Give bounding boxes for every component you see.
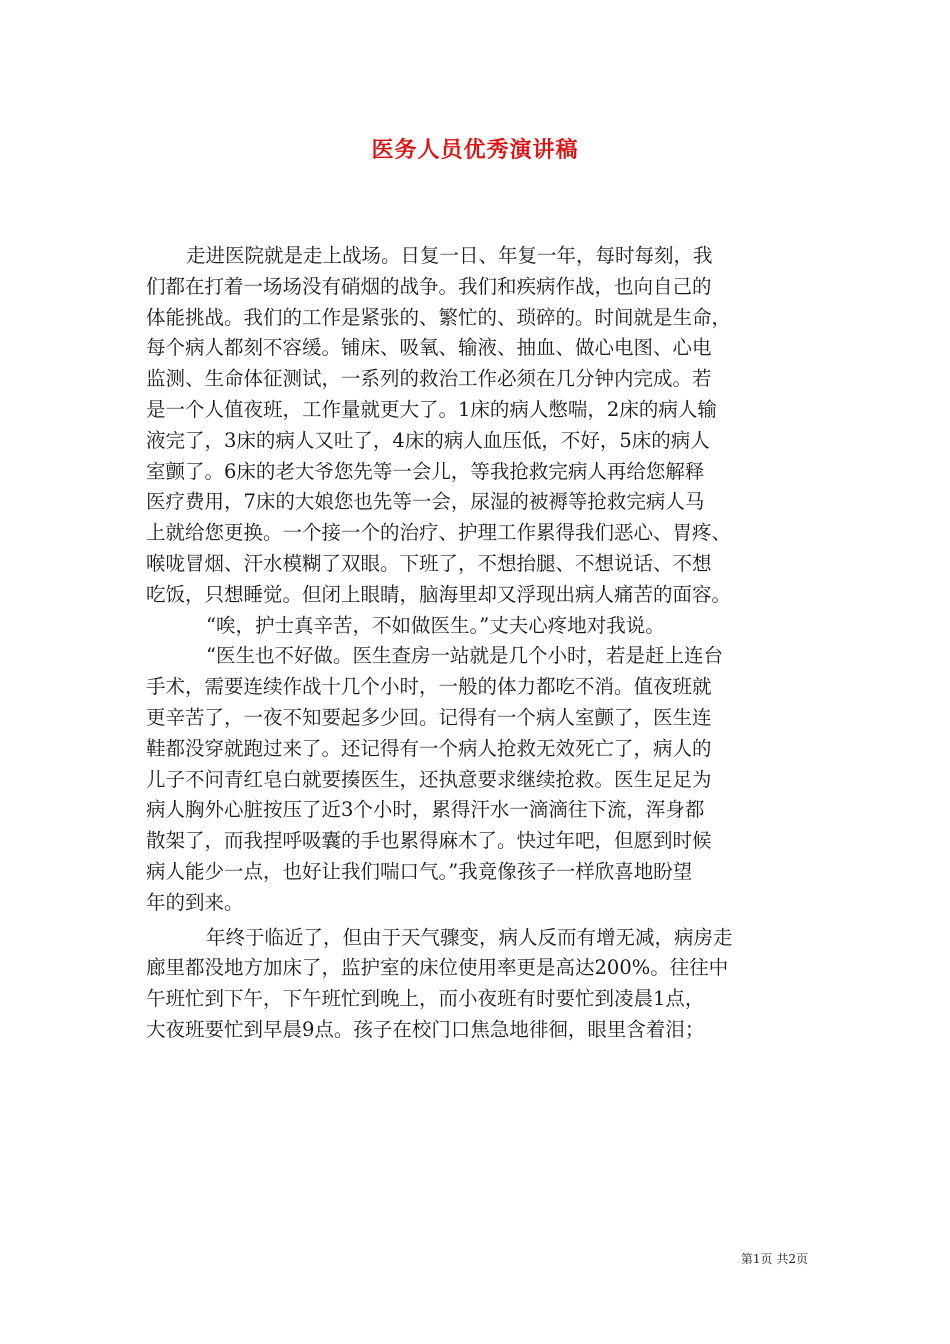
document-body [146, 241, 826, 1046]
paragraph-line: 鞋都没穿就跑过来了。还记得有一个病人抢救无效死亡了，病人的 [146, 736, 712, 760]
paragraph [146, 611, 826, 642]
paragraph [146, 923, 826, 1046]
paragraph-line: 是一个人值夜班，工作量就更大了。1床的病人憋喘，2床的病人输 [146, 397, 717, 421]
paragraph-line: 每个病人都刻不容缓。铺床、吸氧、输液、抽血、做心电图、心电 [146, 336, 712, 360]
paragraph-line: 上就给您更换。一个接一个的治疗、护理工作累得我们恶心、胃疼、 [146, 521, 732, 545]
paragraph-line: 更辛苦了，一夜不知要起多少回。记得有一个病人室颤了，医生连 [146, 705, 712, 729]
paragraph-line: 儿子不问青红皂白就要揍医生，还执意要求继续抢救。医生足足为 [146, 767, 712, 791]
paragraph-line: 监测、生命体征测试，一系列的救治工作必须在几分钟内完成。若 [146, 367, 712, 391]
paragraph-line: 病人胸外心脏按压了近3个小时，累得汗水一滴滴往下流，浑身都 [146, 798, 705, 822]
paragraph-line: 大夜班要忙到早晨9点。孩子在校门口焦急地徘徊，眼里含着泪； [146, 1017, 705, 1041]
paragraph [146, 241, 826, 611]
paragraph-line: 廊里都没地方加床了，监护室的床位使用率更是高达200%。往往中 [146, 956, 729, 980]
page-title: 医务人员优秀演讲稿 [371, 137, 579, 163]
paragraph-line: 吃饭，只想睡觉。但闭上眼睛，脑海里却又浮现出病人痛苦的面容。 [146, 582, 732, 606]
paragraph-line: “唉，护士真辛苦，不如做医生。”丈夫心疼地对我说。 [206, 613, 665, 637]
paragraph-line: 年的到来。 [146, 890, 244, 914]
page-footer: 第1页 共2页 [740, 1252, 808, 1266]
paragraph-line: 年终于临近了，但由于天气骤变，病人反而有增无减，病房走 [206, 925, 733, 949]
paragraph-line: 医疗费用，7床的大娘您也先等一会，尿湿的被褥等抢救完病人马 [146, 490, 705, 514]
paragraph-line: 喉咙冒烟、汗水模糊了双眼。下班了，不想抬腿、不想说话、不想 [146, 551, 712, 575]
paragraph-line: “医生也不好做。医生查房一站就是几个小时，若是赶上连台 [206, 644, 723, 668]
paragraph-line: 散架了，而我捏呼吸囊的手也累得麻木了。快过年吧，但愿到时候 [146, 829, 712, 853]
paragraph-line: 午班忙到下午，下午班忙到晚上，而小夜班有时要忙到凌晨1点， [146, 987, 705, 1011]
paragraph-line: 手术，需要连续作战十几个小时，一般的体力都吃不消。值夜班就 [146, 675, 712, 699]
paragraph [146, 641, 826, 918]
paragraph-line: 液完了，3床的病人又吐了，4床的病人血压低，不好，5床的病人 [146, 428, 710, 452]
paragraph-line: 病人能少一点，也好让我们喘口气。”我竟像孩子一样欣喜地盼望 [146, 859, 693, 883]
paragraph-line: 们都在打着一场场没有硝烟的战争。我们和疾病作战，也向自己的 [146, 274, 712, 298]
paragraph-line: 室颤了。6床的老大爷您先等一会儿，等我抢救完病人再给您解释 [146, 459, 705, 483]
paragraph-line: 体能挑战。我们的工作是紧张的、繁忙的、琐碎的。时间就是生命， [146, 305, 732, 329]
paragraph-line: 走进医院就是走上战场。日复一日、年复一年，每时每刻，我 [186, 244, 713, 267]
